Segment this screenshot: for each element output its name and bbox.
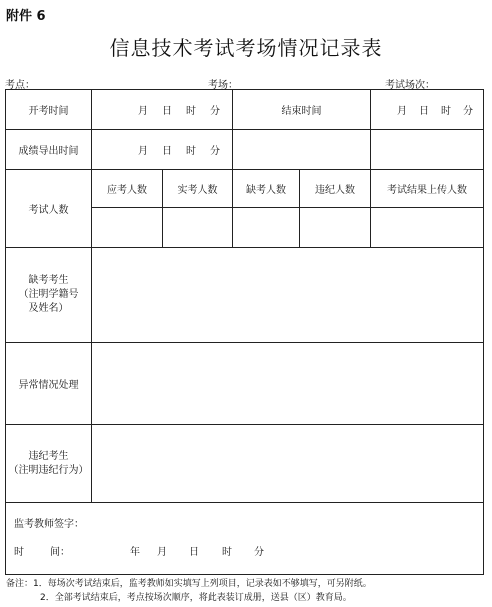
label-line: 及姓名） bbox=[28, 303, 69, 314]
note-line-2: 2．全部考试结束后，考点按场次顺序，将此表装订成册，送县（区）教育局。 bbox=[40, 593, 352, 603]
hour-unit: 时 bbox=[186, 146, 196, 157]
absent-students-field[interactable] bbox=[92, 248, 484, 343]
count-header: 缺考人数 bbox=[233, 170, 300, 208]
start-time-field[interactable] bbox=[92, 90, 233, 130]
hour-unit: 时 bbox=[441, 106, 451, 117]
abnormal-situation-field[interactable] bbox=[92, 343, 484, 425]
count-value-cell[interactable] bbox=[300, 208, 371, 248]
violation-students-label bbox=[6, 425, 92, 503]
score-export-label: 成绩导出时间 bbox=[6, 130, 92, 170]
day-unit: 日 bbox=[162, 106, 172, 117]
time-label: 时 bbox=[14, 547, 24, 558]
proctor-signature-cell[interactable] bbox=[6, 503, 484, 575]
day-unit: 日 bbox=[162, 146, 172, 157]
notes bbox=[6, 577, 372, 605]
count-header: 违纪人数 bbox=[300, 170, 371, 208]
note-line-1: 备注：1．每场次考试结束后，监考教师如实填写上列项目，记录表如不够填写，可另附纸。 bbox=[6, 579, 372, 589]
minute-unit: 分 bbox=[210, 106, 220, 117]
end-time-label: 结束时间 bbox=[233, 90, 371, 130]
month-unit: 月 bbox=[397, 106, 407, 117]
month-unit: 月 bbox=[157, 547, 167, 558]
score-export-field[interactable] bbox=[92, 130, 233, 170]
blank-cell[interactable] bbox=[371, 130, 484, 170]
room-label: 考场： bbox=[208, 80, 238, 91]
absent-students-label bbox=[6, 248, 92, 343]
minute-unit: 分 bbox=[210, 146, 220, 157]
count-value-cell[interactable] bbox=[371, 208, 484, 248]
month-unit: 月 bbox=[138, 106, 148, 117]
start-time-label: 开考时间 bbox=[6, 90, 92, 130]
record-table bbox=[5, 89, 484, 575]
label-line: （注明学籍号 bbox=[18, 289, 79, 300]
blank-cell[interactable] bbox=[233, 130, 371, 170]
session-label: 考试场次： bbox=[385, 80, 435, 91]
attachment-label: 附件 6 bbox=[6, 9, 46, 24]
count-header: 实考人数 bbox=[163, 170, 233, 208]
abnormal-situation-label: 异常情况处理 bbox=[6, 343, 92, 425]
exam-count-label: 考试人数 bbox=[6, 170, 92, 248]
year-unit: 年 bbox=[130, 547, 140, 558]
page-title: 信息技术考试考场情况记录表 bbox=[109, 36, 383, 60]
end-time-field[interactable] bbox=[371, 90, 484, 130]
month-unit: 月 bbox=[138, 146, 148, 157]
day-unit: 日 bbox=[419, 106, 429, 117]
label-line: （注明违纪行为） bbox=[8, 464, 89, 476]
violation-students-field[interactable] bbox=[92, 425, 484, 503]
count-value-cell[interactable] bbox=[92, 208, 163, 248]
minute-unit: 分 bbox=[254, 547, 264, 558]
time-label: 间： bbox=[50, 547, 70, 558]
count-header: 应考人数 bbox=[92, 170, 163, 208]
venue-label: 考点： bbox=[5, 80, 35, 91]
sign-time-line bbox=[14, 543, 475, 558]
day-unit: 日 bbox=[189, 547, 199, 558]
minute-unit: 分 bbox=[463, 106, 473, 117]
count-value-cell[interactable] bbox=[233, 208, 300, 248]
proctor-sign-label: 监考教师签字： bbox=[14, 519, 84, 530]
label-line: 违纪考生 bbox=[28, 450, 69, 462]
hour-unit: 时 bbox=[222, 547, 232, 558]
count-header: 考试结果上传人数 bbox=[371, 170, 484, 208]
count-value-cell[interactable] bbox=[163, 208, 233, 248]
hour-unit: 时 bbox=[186, 106, 196, 117]
label-line: 缺考考生 bbox=[28, 275, 69, 286]
